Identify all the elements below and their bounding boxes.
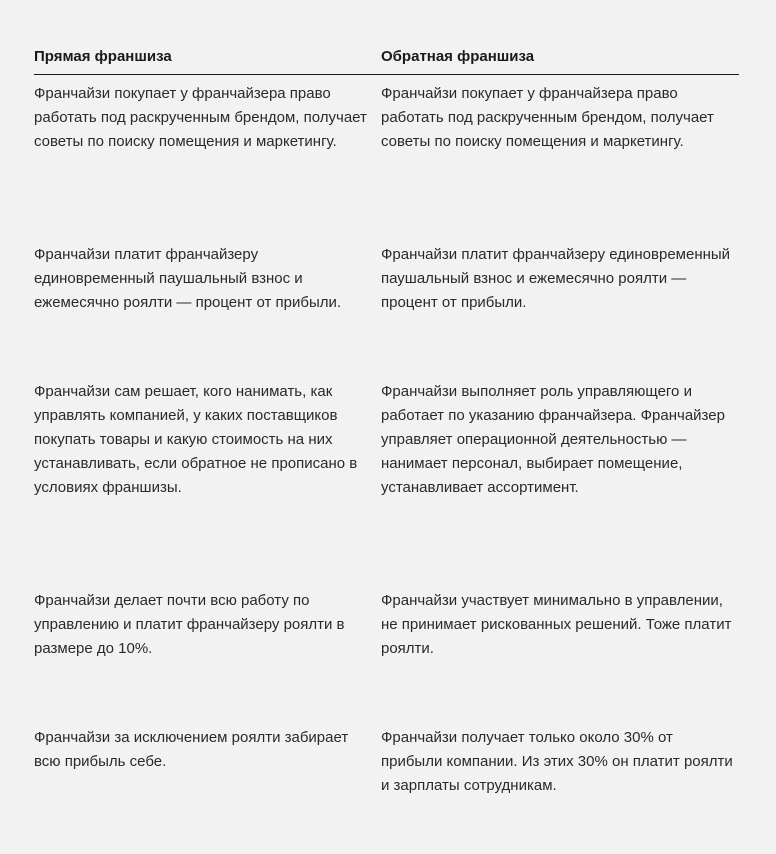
cell-reverse: Франчайзи участвует минимально в управлении, не принимает рискованных решений. Тоже платит роялти. — [381, 592, 732, 657]
table-row — [34, 726, 739, 816]
header-direct-franchise: Прямая франшиза — [34, 48, 172, 65]
cell-reverse: Франчайзи покупает у франчайзера право работать под раскрученным брендом, получает советы по поиску помещения и маркетингу. — [381, 85, 714, 150]
table-row — [34, 380, 739, 589]
cell-direct: Франчайзи сам решает, кого нанимать, как управлять компанией, у каких поставщиков покупать товары и какую стоимость на них устанавливать, если обратное не прописано в условиях франшизы. — [34, 383, 358, 496]
table-header — [34, 46, 739, 75]
cell-reverse: Франчайзи платит франчайзеру единовременный паушальный взнос и ежемесячно роялти — процент от прибыли. — [381, 246, 731, 311]
cell-reverse: Франчайзи получает только около 30% от прибыли компании. Из этих 30% он платит роялти и зарплаты сотрудникам. — [381, 729, 733, 794]
cell-direct: Франчайзи за исключением роялти забирает всю прибыль себе. — [34, 729, 349, 770]
table-row — [34, 82, 739, 243]
cell-direct: Франчайзи платит франчайзеру единовременный паушальный взнос и ежемесячно роялти — процент от прибыли. — [34, 246, 342, 311]
comparison-table — [34, 46, 739, 816]
table-row — [34, 589, 739, 726]
table-row — [34, 243, 739, 380]
cell-direct: Франчайзи покупает у франчайзера право работать под раскрученным брендом, получает советы по поиску помещения и маркетингу. — [34, 85, 367, 150]
cell-reverse: Франчайзи выполняет роль управляющего и работает по указанию франчайзера. Франчайзер управляет операционной деятельностью — нанимает персонал, выбирает помещение, устанавливает ассортимент. — [381, 383, 725, 496]
cell-direct: Франчайзи делает почти всю работу по управлению и платит франчайзеру роялти в размере до 10%. — [34, 592, 345, 657]
header-reverse-franchise: Обратная франшиза — [381, 48, 535, 65]
